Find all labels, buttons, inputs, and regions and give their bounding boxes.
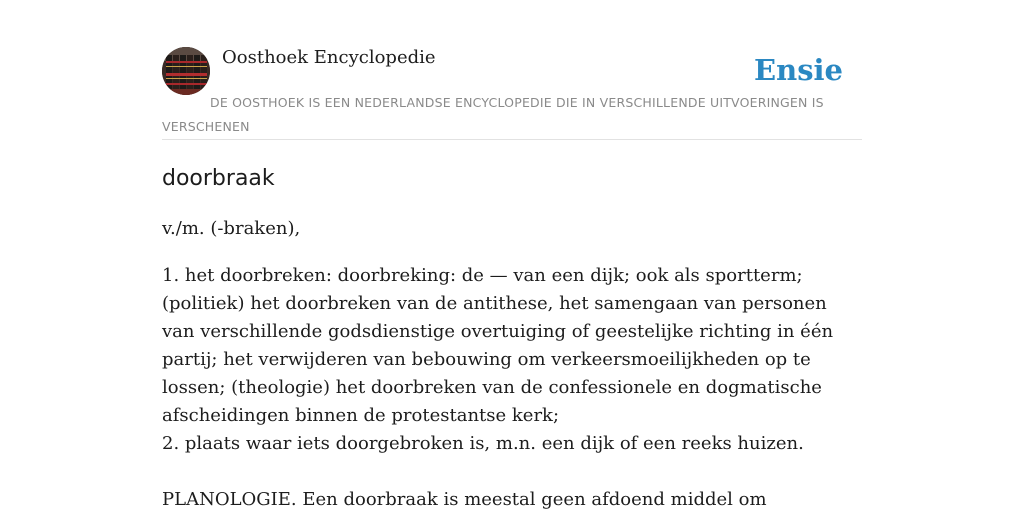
ensie-logo-link[interactable]: Ensie	[754, 53, 843, 87]
planologie-paragraph: PLANOLOGIE. Een doorbraak is meestal geen afdoend middel om	[162, 489, 767, 510]
encyclopedia-books-icon	[162, 47, 210, 95]
site-name-link[interactable]: Oosthoek Encyclopedie	[222, 47, 436, 68]
entry-content	[162, 162, 862, 512]
page-title: doorbraak	[162, 166, 275, 191]
definition-list	[162, 262, 862, 458]
site-avatar[interactable]	[162, 47, 210, 95]
site-tagline: DE OOSTHOEK IS EEN NEDERLANDSE ENCYCLOPEDIE DIE IN VERSCHILLENDE UITVOERINGEN IS VERSCHENEN	[162, 95, 824, 134]
site-header	[162, 46, 862, 140]
grammar-info: v./m. (-braken),	[162, 218, 301, 239]
definition-item: 1. het doorbreken: doorbreking: de — van een dijk; ook als sportterm; (politiek) het doorbreken van de antithese, het samengaan van personen van verschillende godsdienstige overtuiging of geestelijke richting in één partij; het verwijderen van bebouwing om verkeersmoeilijkheden op te lossen; (theologie) het doorbreken van de confessionele en dogmatische afscheidingen binnen de protestantse kerk;	[162, 265, 834, 426]
definition-item: 2. plaats waar iets doorgebroken is, m.n. een dijk of een reeks huizen.	[162, 433, 804, 454]
